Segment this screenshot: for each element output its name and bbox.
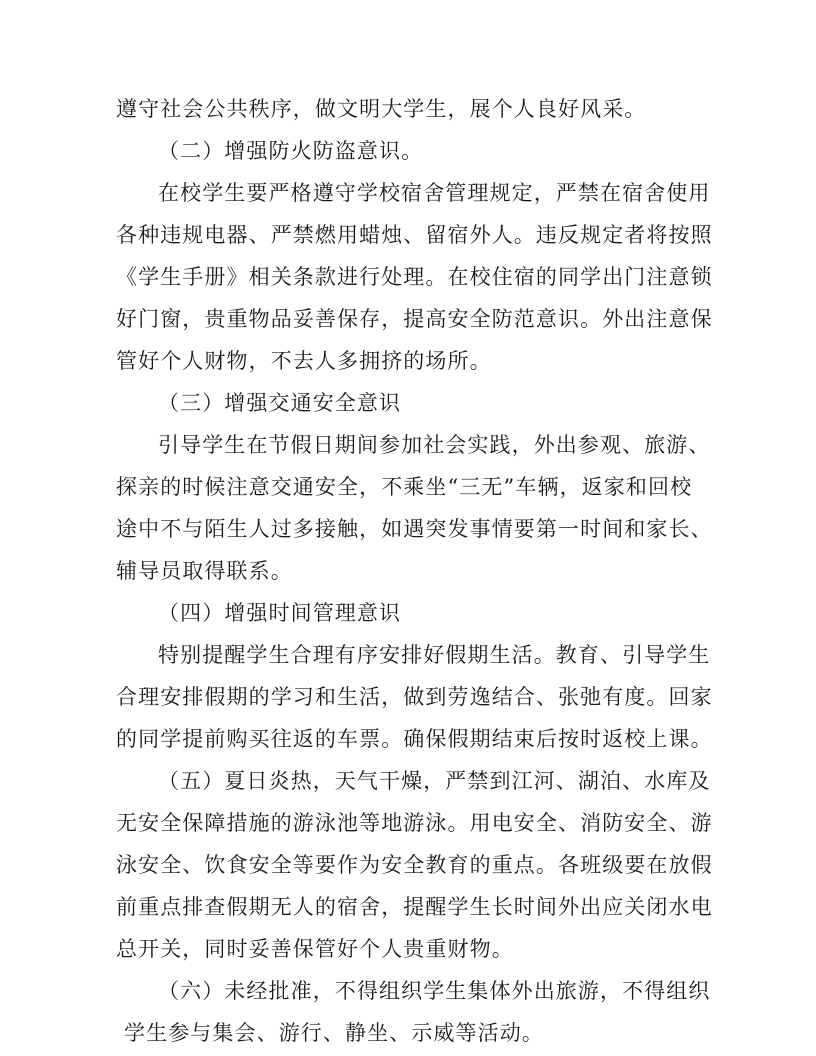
paragraph-line: 在校学生要严格遵守学校宿舍管理规定，严禁在宿舍使用 [158, 181, 711, 205]
section-heading-fire-theft: （二）增强防火防盗意识。 [158, 139, 424, 163]
paragraph-line: 好门窗，贵重物品妥善保存，提高安全防范意识。外出注意保 [116, 307, 713, 331]
section-heading-traffic: （三）增强交通安全意识 [158, 391, 402, 415]
paragraph-line: 特别提醒学生合理有序安排好假期生活。教育、引导学生 [158, 643, 711, 667]
paragraph-line: 引导学生在节假日期间参加社会实践，外出参观、旅游、 [158, 433, 711, 457]
paragraph-line: 探亲的时候注意交通安全，不乘坐“三无”车辆，返家和回校 [116, 475, 693, 499]
paragraph-line: 学生参与集会、游行、静坐、示威等活动。 [124, 1021, 544, 1045]
paragraph-line: 途中不与陌生人过多接触，如遇突发事情要第一时间和家长、 [116, 517, 713, 541]
section-heading-summer: （五）夏日炎热，天气干燥，严禁到江河、湖泊、水库及 [158, 769, 711, 793]
section-heading-time: （四）增强时间管理意识 [158, 601, 402, 625]
paragraph-line: 各种违规电器、严禁燃用蜡烛、留宿外人。违反规定者将按照 [116, 223, 713, 247]
paragraph-line: 总开关，同时妥善保管好个人贵重财物。 [116, 937, 514, 961]
paragraph-line: 管好个人财物，不去人多拥挤的场所。 [116, 349, 492, 373]
paragraph-line: 合理安排假期的学习和生活，做到劳逸结合、张弛有度。回家 [116, 685, 713, 709]
paragraph-line: 辅导员取得联系。 [116, 559, 293, 583]
paragraph-line: 《学生手册》相关条款进行处理。在校住宿的同学出门注意锁 [116, 265, 713, 289]
paragraph-line: 无安全保障措施的游泳池等地游泳。用电安全、消防安全、游 [116, 811, 713, 835]
paragraph-line: 前重点排查假期无人的宿舍，提醒学生长时间外出应关闭水电 [116, 895, 713, 919]
paragraph-line: 的同学提前购买往返的车票。确保假期结束后按时返校上课。 [116, 727, 713, 751]
paragraph-line: 泳安全、饮食安全等要作为安全教育的重点。各班级要在放假 [116, 853, 713, 877]
section-heading-approval: （六）未经批准，不得组织学生集体外出旅游，不得组织 [158, 979, 711, 1003]
paragraph-line: 遵守社会公共秩序，做文明大学生，展个人良好风采。 [116, 97, 647, 121]
